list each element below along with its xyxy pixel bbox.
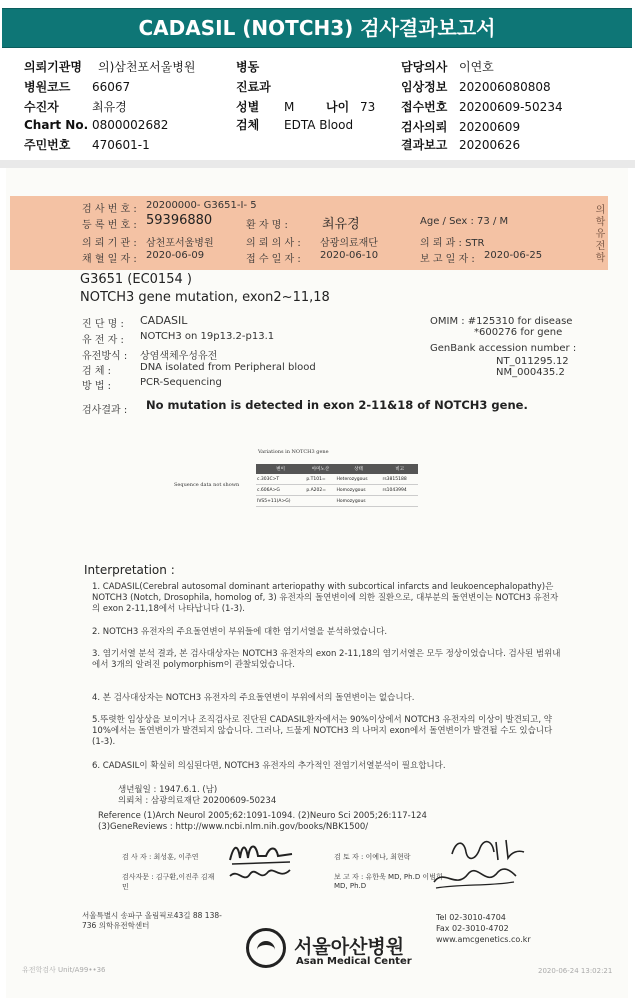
table-cell: p.T101=	[305, 474, 335, 485]
interpretation-title: Interpretation :	[84, 563, 175, 577]
requester: 의뢰처 : 삼광의료재단 20200609-50234	[118, 796, 277, 806]
column-header: 상태	[336, 464, 382, 474]
label: 수진자	[24, 100, 59, 114]
label: 임상정보	[401, 80, 448, 94]
label: 결과보고	[401, 138, 448, 152]
dept-label: 의 뢰 과 : STR	[420, 238, 485, 249]
section-divider	[0, 160, 635, 168]
label: 진료과	[236, 80, 271, 94]
info-specimen	[236, 116, 353, 133]
value: 20200609	[459, 120, 521, 134]
reg-no: 59396880	[146, 213, 213, 228]
value: EDTA Blood	[284, 118, 354, 132]
table-row	[256, 474, 418, 485]
advisor-signature	[226, 864, 296, 888]
result-text: No mutation is detected in exon 2-11&18 of NOTCH3 gene.	[146, 398, 528, 412]
mode: 상염색체우성유전	[140, 351, 218, 362]
interp-6: 6. CADASIL이 확실히 의심된다면, NOTCH3 유전자의 추가적인 전염기서열분석이 필요합니다.	[92, 761, 446, 771]
gene: NOTCH3 on 19p13.2-p13.1	[140, 331, 275, 342]
table-cell: rs3815188	[381, 474, 418, 485]
collect-label: 채 혈 일 자 :	[82, 254, 137, 265]
info-clinical	[401, 78, 551, 95]
label: 의뢰기관명	[24, 60, 82, 74]
label: 주민번호	[24, 138, 71, 152]
label: 검체	[236, 118, 260, 132]
sequence-note: Sequence data not shown	[174, 482, 240, 488]
table-cell: c.303C>T	[256, 474, 305, 485]
column-header: 변이	[256, 464, 305, 474]
variation-caption: Variations in NOTCH3 gene	[258, 449, 329, 455]
footer-unit: 유전학검사 Unit/A99••36	[22, 966, 106, 974]
table-body	[256, 474, 418, 507]
info-dept	[236, 78, 271, 95]
table-row	[256, 496, 418, 507]
method: PCR-Sequencing	[140, 377, 222, 388]
table-cell	[305, 496, 335, 507]
value: 202006080808	[459, 80, 551, 94]
value: 이연호	[459, 60, 494, 74]
interp-2: 2. NOTCH3 유전자의 주요돌연변이 부위들에 대한 염기서열을 분석하였습니다.	[92, 627, 388, 637]
genbank-label: GenBank accession number :	[430, 343, 577, 354]
test-name: NOTCH3 gene mutation, exon2~11,18	[80, 290, 330, 305]
value: 의)삼천포서울병원	[98, 60, 196, 74]
value: 73	[360, 100, 376, 114]
info-sex	[236, 98, 294, 115]
report-title: CADASIL (NOTCH3) 검사결과보고서	[2, 8, 632, 48]
column-header: 비고	[381, 464, 418, 474]
test-code: G3651 (EC0154 )	[80, 272, 192, 287]
value: 0800002682	[92, 118, 169, 132]
interp-1: 1. CADASIL(Cerebral autosomal dominant arteriopathy with subcortical infarcts and leukoencephalopathy)은 NOTCH3 (Notch, Drosophila, homolog of, 3) 유전자의 돌연변이에 의한 질환으로, 대부분의 돌연변이는 NOTCH3 유전자의 exon 2-11,18에서 나타납니다 (1-3).	[92, 582, 559, 614]
table-cell: c.606A>G	[256, 485, 305, 496]
reg-no-label: 등 록 번 호 :	[82, 220, 137, 231]
tester: 검 사 자 : 최성훈, 이주연	[122, 853, 199, 861]
table-cell	[381, 496, 418, 507]
hospital-name-kr: 서울아산병원	[294, 936, 405, 958]
info-requested	[401, 118, 520, 135]
table-cell: Heterozygous	[336, 474, 382, 485]
table-cell: IVS5+11(A>G)	[256, 496, 305, 507]
label: Chart No.	[24, 118, 89, 132]
req-doc: 삼광의료재단	[320, 238, 378, 249]
label: 접수번호	[401, 100, 448, 114]
interp-4: 4. 본 검사대상자는 NOTCH3 유전자의 주요돌연변이 부위에서의 돌연변이는 없습니다.	[92, 693, 415, 703]
reporter-signature	[430, 862, 520, 896]
info-chart-no	[24, 118, 168, 132]
info-hospital-code	[24, 78, 130, 95]
method-label: 방 법 :	[82, 381, 112, 392]
value: 470601-1	[92, 138, 150, 152]
label: 나이	[326, 100, 350, 114]
footer-timestamp: 2020-06-24 13:02:21	[538, 967, 613, 975]
fax: Fax 02-3010-4702	[436, 924, 509, 933]
hospital-logo-icon	[246, 928, 286, 968]
result-label: 검사결과 :	[82, 405, 128, 416]
variation-table	[256, 464, 418, 507]
label: 담당의사	[401, 60, 448, 74]
table-cell: Homozygous	[336, 485, 382, 496]
mode-label: 유전방식 :	[82, 351, 128, 362]
info-ward	[236, 58, 259, 75]
column-header: 아미노산	[305, 464, 335, 474]
value: 최유경	[92, 100, 127, 114]
info-reported	[401, 136, 520, 153]
side-department: 의학유전학	[593, 204, 604, 264]
table-cell: rs1043994	[381, 485, 418, 496]
omim-gene: *600276 for gene	[474, 327, 563, 338]
recv-date: 2020-06-10	[320, 250, 379, 261]
report-label: 보 고 일 자 :	[420, 254, 475, 265]
recv-label: 접 수 일 자 :	[246, 254, 301, 265]
value: 66067	[92, 80, 131, 94]
spec: DNA isolated from Peripheral blood	[140, 362, 316, 373]
value: M	[284, 100, 295, 114]
genbank-nt: NT_011295.12	[496, 356, 569, 367]
table-row	[256, 485, 418, 496]
patient-label: 환 자 명 :	[246, 220, 288, 231]
patient-name: 최유경	[322, 217, 360, 232]
label: 병원코드	[24, 80, 71, 94]
info-doctor	[401, 58, 494, 75]
diag: CADASIL	[140, 314, 188, 327]
address: 서울특별시 송파구 올림픽로43길 88 138-736 의학유전학센터	[82, 911, 222, 930]
reference: Reference (1)Arch Neurol 2005;62:1091-1094. (2)Neuro Sci 2005;26:117-124 (3)GeneReviews : http://www.ncbi.nlm.nih.gov/books/NBK1500/	[98, 811, 427, 832]
info-institution	[24, 58, 195, 75]
report-date: 2020-06-25	[484, 250, 543, 261]
info-resident-no	[24, 136, 150, 153]
inst-label: 의 뢰 기 관 :	[82, 238, 137, 249]
diag-label: 진 단 명 :	[82, 319, 124, 330]
interp-3: 3. 염기서열 분석 결과, 본 검사대상자는 NOTCH3 유전자의 exon 2-11,18의 염기서열은 모두 정상이었습니다. 검사된 범위내에서 3개의 알려진 polymorphism이 관찰되었습니다.	[92, 649, 561, 670]
age-sex: Age / Sex : 73 / M	[420, 216, 509, 227]
label: 검사의뢰	[401, 120, 448, 134]
omim: OMIM : #125310 for disease	[430, 316, 573, 327]
inst: 삼천포서울병원	[146, 238, 214, 249]
exam-no-label: 검 사 번 호 :	[82, 204, 137, 215]
gene-label: 유 전 자 :	[82, 335, 124, 346]
info-patient	[24, 98, 127, 115]
spec-label: 검 체 :	[82, 366, 112, 377]
interp-5: 5.뚜렷한 임상상을 보이거나 조직검사로 진단된 CADASIL환자에서는 90%이상에서 NOTCH3 유전자의 이상이 발견되고, 약 10%에서는 돌연변이가 발견되지 않습니다. 그러나, 드물게 NOTCH3 의 나머지 exon에서 돌연변이가 발견될 수도 있습니다 (1-3).	[92, 715, 553, 747]
info-age	[326, 98, 375, 115]
telephone: Tel 02-3010-4704	[436, 913, 506, 922]
reporter: 보 고 자 : 유한욱 MD, Ph.D 이범희 MD, Ph.D	[334, 873, 443, 890]
value: 20200626	[459, 138, 521, 152]
exam-no: 20200000- G3651-I- 5	[146, 200, 257, 211]
genbank-nm: NM_000435.2	[496, 367, 565, 378]
hospital-name-en: Asan Medical Center	[296, 956, 412, 967]
collect-date: 2020-06-09	[146, 250, 205, 261]
label: 병동	[236, 60, 260, 74]
req-doc-label: 의 뢰 의 사 :	[246, 238, 301, 249]
info-receipt	[401, 98, 563, 115]
tester-advisor: 검사자문 : 김구환,이진주 김재민	[122, 873, 215, 891]
reviewer: 검 토 자 : 이예나, 최현락	[334, 853, 411, 861]
birth-date: 생년월일 : 1947.6.1. (남)	[118, 785, 218, 795]
label: 성별	[236, 100, 260, 114]
value: 20200609-50234	[459, 100, 563, 114]
website: www.amcgenetics.co.kr	[436, 935, 531, 944]
table-header	[256, 464, 418, 474]
table-cell: p.A202=	[305, 485, 335, 496]
table-cell: Homozygous	[336, 496, 382, 507]
